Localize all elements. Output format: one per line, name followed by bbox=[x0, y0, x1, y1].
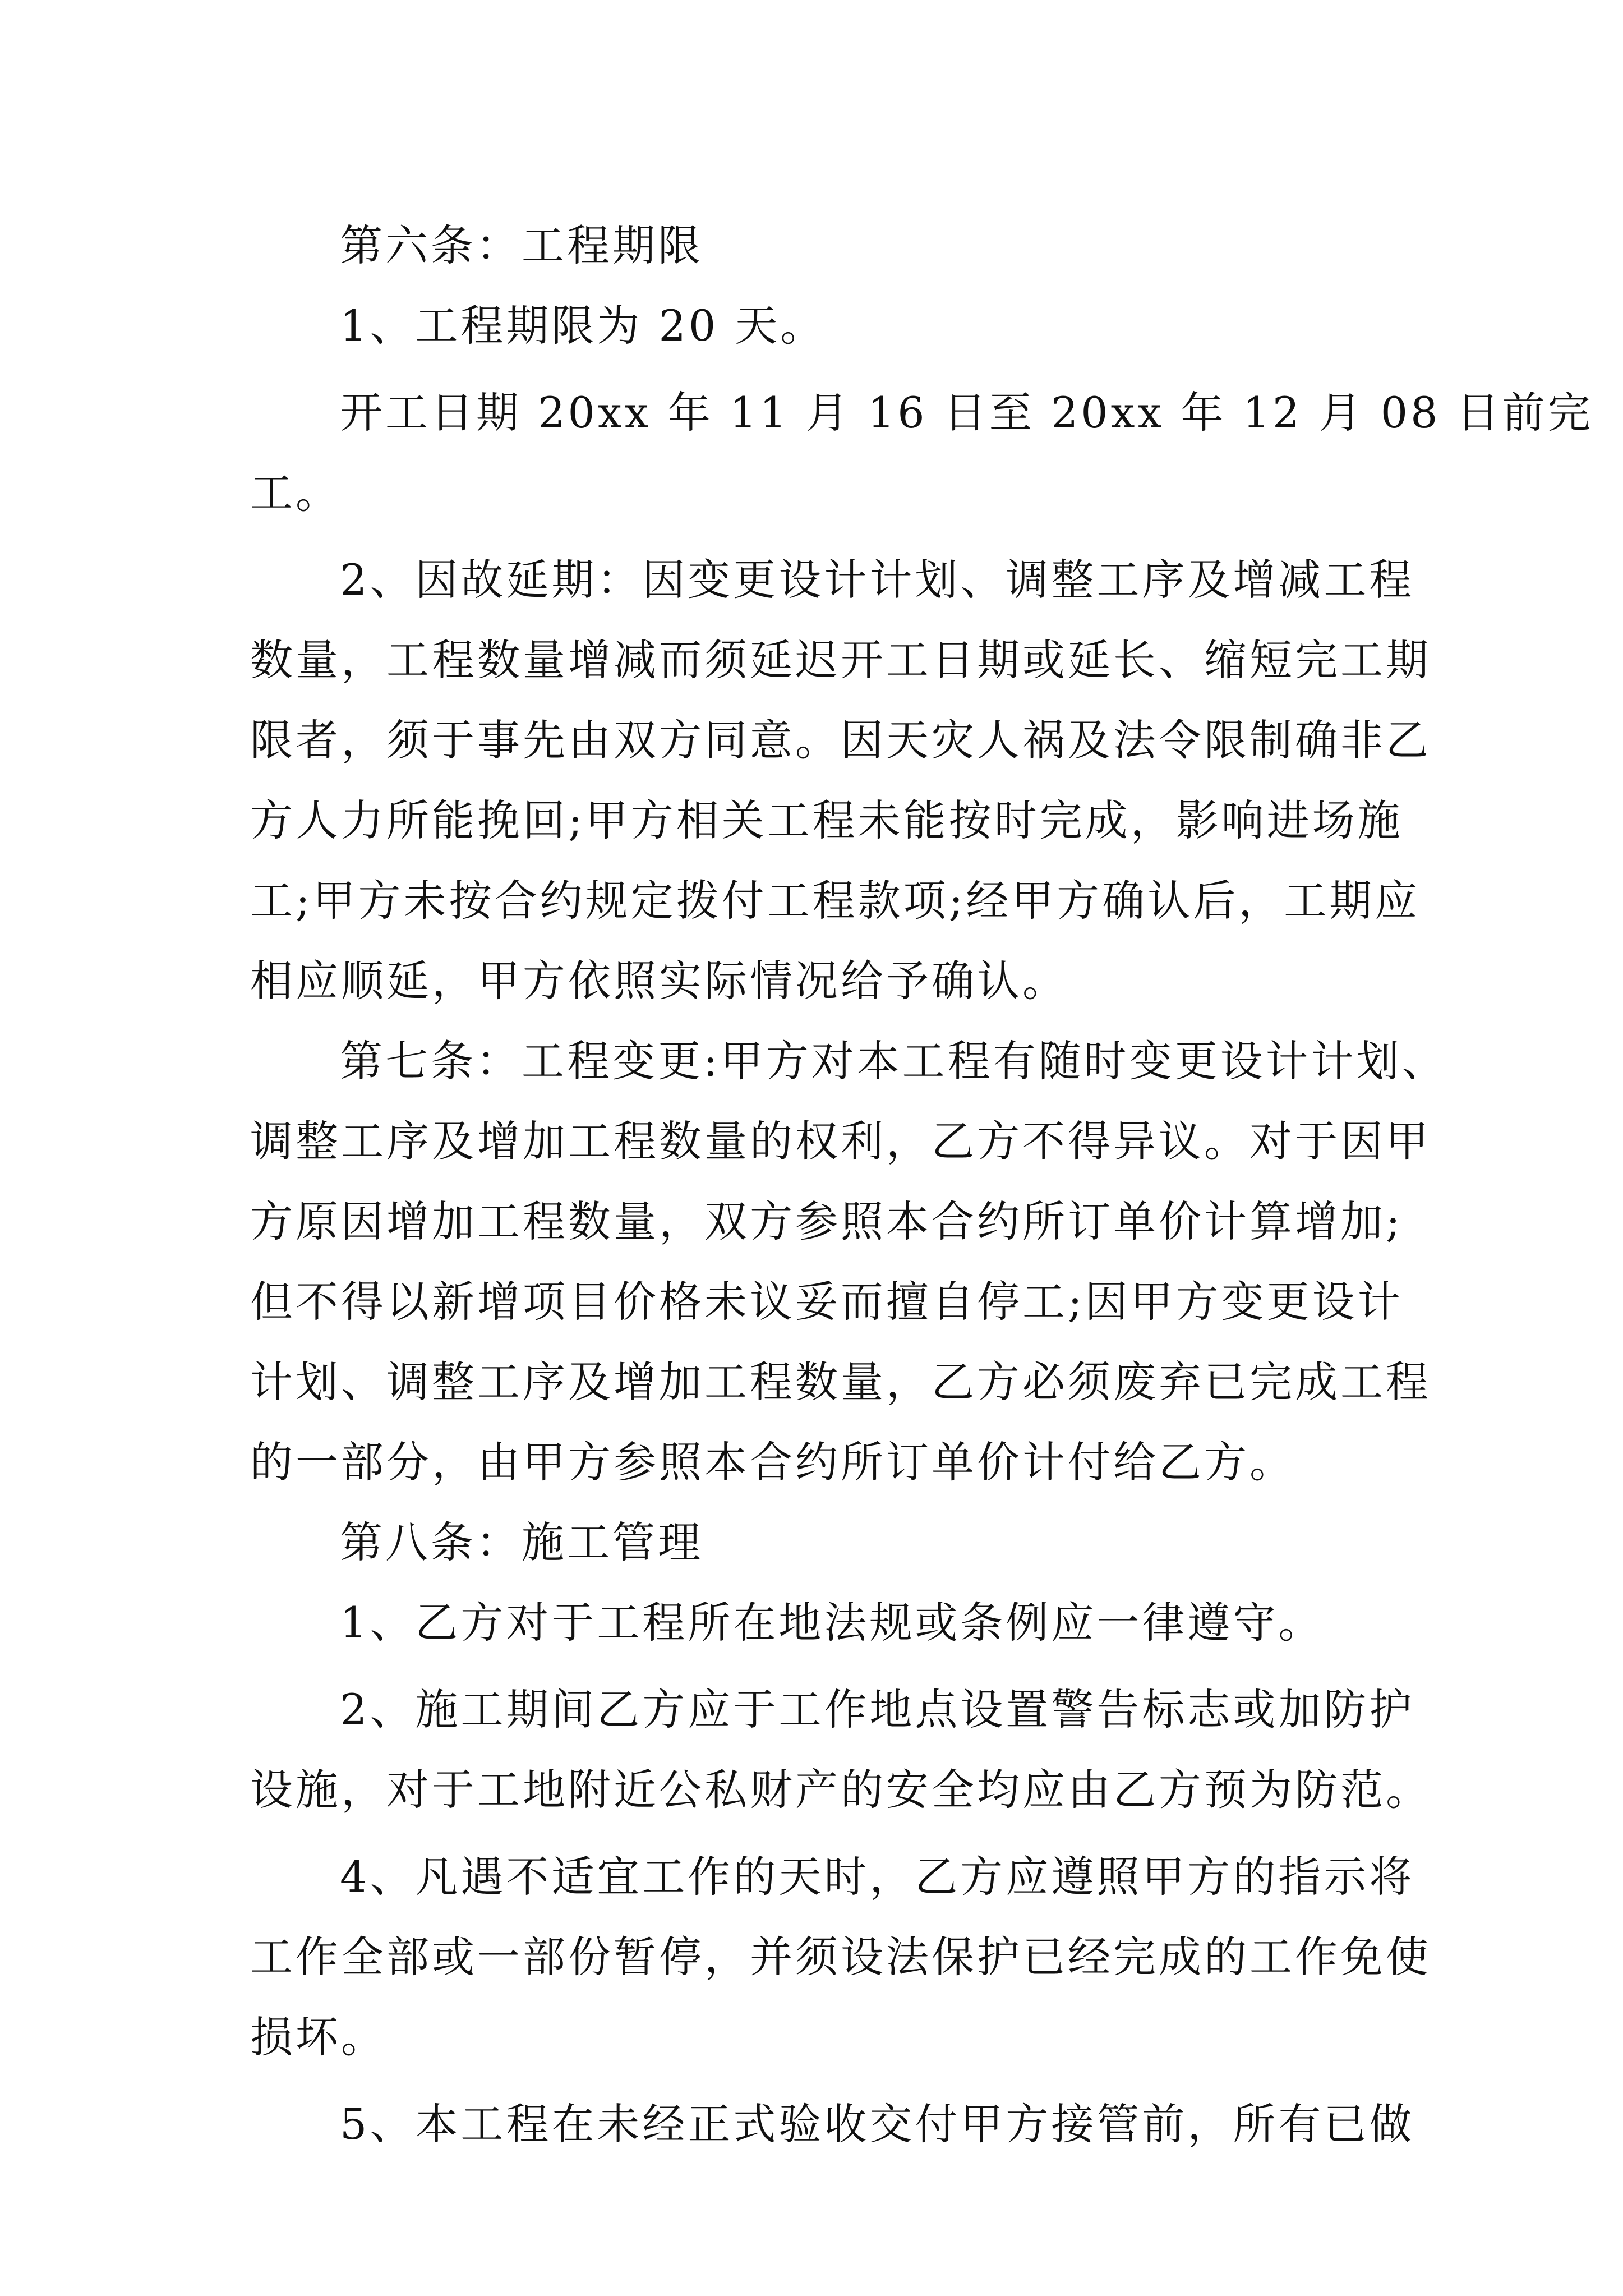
paragraph-line: 2、因故延期：因变更设计计划、调整工序及增减工程 bbox=[340, 555, 1415, 605]
article-6-heading: 第六条：工程期限 bbox=[340, 220, 703, 270]
paragraph-line: 5、本工程在未经正式验收交付甲方接管前，所有已做 bbox=[340, 2099, 1415, 2149]
paragraph-line: 方人力所能挽回;甲方相关工程未能按时完成，影响进场施 bbox=[250, 795, 1403, 845]
paragraph-line: 限者，须于事先由双方同意。因天灾人祸及法令限制确非乙 bbox=[250, 715, 1431, 765]
paragraph-line: 1、乙方对于工程所在地法规或条例应一律遵守。 bbox=[340, 1598, 1324, 1648]
paragraph-line: 开工日期 20xx 年 11 月 16 日至 20xx 年 12 月 08 日前完 bbox=[340, 388, 1593, 438]
article-8-heading: 第八条：施工管理 bbox=[340, 1517, 703, 1567]
paragraph-line: 相应顺延，甲方依照实际情况给予确认。 bbox=[250, 956, 1068, 1006]
paragraph-line: 计划、调整工序及增加工程数量，乙方必须废弃已完成工程 bbox=[250, 1357, 1431, 1407]
article-7-heading: 第七条：工程变更:甲方对本工程有随时变更设计计划、 bbox=[340, 1036, 1447, 1086]
paragraph-line: 但不得以新增项目价格未议妥而擅自停工;因甲方变更设计 bbox=[250, 1277, 1403, 1327]
paragraph-line: 方原因增加工程数量，双方参照本合约所订单价计算增加; bbox=[250, 1197, 1403, 1246]
paragraph-line: 工;甲方未按合约规定拨付工程款项;经甲方确认后，工期应 bbox=[250, 876, 1421, 926]
paragraph-line: 损坏。 bbox=[250, 2012, 386, 2062]
paragraph-line: 数量，工程数量增减而须延迟开工日期或延长、缩短完工期 bbox=[250, 635, 1431, 685]
paragraph-line: 设施，对于工地附近公私财产的安全均应由乙方预为防范。 bbox=[250, 1765, 1431, 1815]
paragraph-line: 4、凡遇不适宜工作的天时，乙方应遵照甲方的指示将 bbox=[340, 1852, 1415, 1902]
paragraph-line: 1、工程期限为 20 天。 bbox=[340, 301, 826, 351]
paragraph-line: 的一部分，由甲方参照本合约所订单价计付给乙方。 bbox=[250, 1437, 1295, 1487]
paragraph-line: 工。 bbox=[250, 468, 341, 518]
document-body bbox=[250, 205, 1593, 2164]
paragraph-line: 调整工序及增加工程数量的权利，乙方不得异议。对于因甲 bbox=[250, 1116, 1431, 1166]
paragraph-line: 2、施工期间乙方应于工作地点设置警告标志或加防护 bbox=[340, 1685, 1415, 1734]
paragraph-line: 工作全部或一部份暂停，并须设法保护已经完成的工作免使 bbox=[250, 1932, 1431, 1982]
